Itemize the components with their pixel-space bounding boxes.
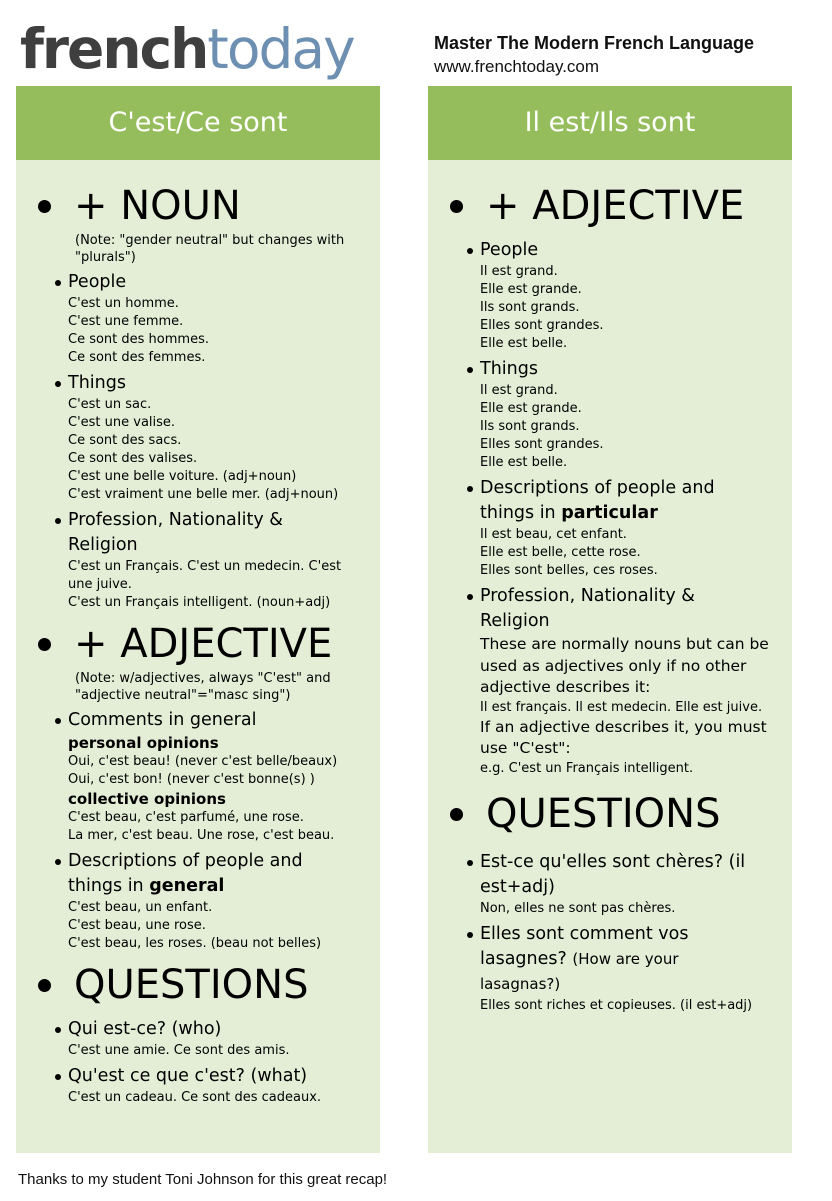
bullet-icon bbox=[38, 979, 51, 992]
example-line: C'est un Français. C'est un medecin. C'est une juive. bbox=[68, 559, 342, 592]
bullet-icon bbox=[467, 248, 473, 254]
profession-heading: Profession, Nationality & Religion bbox=[16, 508, 380, 558]
question-lasagnes: Elles sont comment vos lasagnes? (How are your lasagnas?) bbox=[428, 922, 792, 997]
example-line: C'est une belle voiture. (adj+noun) bbox=[68, 469, 297, 484]
example-line: Elles sont grandes. bbox=[480, 437, 604, 452]
question-who: Qui est-ce? (who) bbox=[16, 1017, 380, 1042]
example-line: C'est un Français intelligent. (noun+adj) bbox=[68, 595, 331, 610]
cest-column-title: C'est/Ce sont bbox=[16, 86, 380, 160]
bullet-icon bbox=[55, 518, 61, 524]
descriptions-general-heading: Descriptions of people and things in general bbox=[16, 849, 380, 899]
logo-today: today bbox=[207, 17, 354, 81]
descriptions-particular-heading: Descriptions of people and things in particular bbox=[428, 476, 792, 526]
example-line: Ce sont des valises. bbox=[68, 451, 198, 466]
website-url: www.frenchtoday.com bbox=[434, 57, 600, 76]
frenchtoday-logo bbox=[20, 14, 354, 84]
example-line: C'est un sac. bbox=[68, 397, 152, 412]
people-heading: People bbox=[16, 270, 380, 295]
il-est-column-title: Il est/Ils sont bbox=[428, 86, 792, 160]
bullet-icon bbox=[55, 381, 61, 387]
footer-credit: Thanks to my student Toni Johnson for this great recap! bbox=[18, 1171, 388, 1188]
things-heading: Things bbox=[16, 371, 380, 396]
example-line: C'est vraiment une belle mer. (adj+noun) bbox=[68, 487, 339, 502]
answer-line: C'est un cadeau. Ce sont des cadeaux. bbox=[68, 1090, 322, 1105]
noun-heading: + NOUN bbox=[16, 182, 380, 230]
example-line: Ils sont grands. bbox=[480, 419, 580, 434]
example-line: C'est beau, une rose. bbox=[68, 918, 206, 933]
profession-explanation: These are normally nouns but can be used as adjectives only if no other adjective describes it: bbox=[480, 635, 769, 696]
bullet-icon bbox=[450, 200, 463, 213]
things-heading: Things bbox=[428, 357, 792, 382]
question-cheres: Est-ce qu'elles sont chères? (il est+adj) bbox=[428, 850, 792, 900]
example-line: C'est une femme. bbox=[68, 314, 184, 329]
example-line: C'est beau, un enfant. bbox=[68, 900, 213, 915]
question-what: Qu'est ce que c'est? (what) bbox=[16, 1064, 380, 1089]
bullet-icon bbox=[55, 859, 61, 865]
il-est-column bbox=[428, 86, 792, 1153]
example-line: Ce sont des femmes. bbox=[68, 350, 206, 365]
bullet-icon bbox=[467, 860, 473, 866]
collective-opinions-label: collective opinions bbox=[68, 790, 226, 808]
bullet-icon bbox=[38, 638, 51, 651]
cest-column bbox=[16, 86, 380, 1153]
example-line: La mer, c'est beau. Une rose, c'est beau. bbox=[68, 828, 335, 843]
bullet-icon bbox=[38, 200, 51, 213]
answer-line: Elles sont riches et copieuses. (il est+adj) bbox=[480, 997, 753, 1013]
example-line: e.g. C'est un Français intelligent. bbox=[480, 760, 694, 776]
profession-explanation-2: If an adjective describes it, you must use "C'est": bbox=[480, 717, 767, 757]
bullet-icon bbox=[55, 1027, 61, 1033]
bullet-icon bbox=[450, 808, 463, 821]
bullet-icon bbox=[467, 932, 473, 938]
example-line: Elle est grande. bbox=[480, 401, 582, 416]
bullet-icon bbox=[55, 1074, 61, 1080]
example-line: Ils sont grands. bbox=[480, 300, 580, 315]
cest-column-body bbox=[16, 160, 380, 1107]
example-line: Ce sont des sacs. bbox=[68, 433, 182, 448]
answer-line: Non, elles ne sont pas chères. bbox=[480, 900, 676, 916]
people-heading: People bbox=[428, 238, 792, 263]
personal-opinions-label: personal opinions bbox=[68, 734, 219, 752]
example-line: Elle est grande. bbox=[480, 282, 582, 297]
example-line: C'est beau, les roses. (beau not belles) bbox=[68, 936, 322, 951]
adjective-note: (Note: w/adjectives, always "C'est" and "adjective neutral"="masc sing") bbox=[75, 671, 331, 703]
comments-heading: Comments in general bbox=[16, 708, 380, 733]
example-line: Il est français. Il est medecin. Elle est juive. bbox=[480, 699, 763, 715]
bullet-icon bbox=[467, 367, 473, 373]
example-line: C'est beau, c'est parfumé, une rose. bbox=[68, 810, 304, 825]
example-line: Il est beau, cet enfant. bbox=[480, 527, 627, 542]
il-est-column-body bbox=[428, 160, 792, 1015]
example-line: Il est grand. bbox=[480, 264, 558, 279]
example-line: Elle est belle. bbox=[480, 455, 568, 470]
noun-note: (Note: "gender neutral" but changes with "plurals") bbox=[75, 233, 345, 265]
questions-heading: QUESTIONS bbox=[16, 961, 380, 1009]
logo-french: french bbox=[20, 17, 208, 81]
bullet-icon bbox=[467, 486, 473, 492]
tagline: Master The Modern French Language bbox=[434, 33, 755, 53]
questions-heading: QUESTIONS bbox=[428, 790, 792, 838]
bullet-icon bbox=[467, 594, 473, 600]
example-line: Elle est belle. bbox=[480, 336, 568, 351]
adjective-heading: + ADJECTIVE bbox=[16, 620, 380, 668]
answer-line: C'est une amie. Ce sont des amis. bbox=[68, 1043, 290, 1058]
example-line: C'est une valise. bbox=[68, 415, 176, 430]
profession-heading: Profession, Nationality & Religion bbox=[428, 584, 792, 634]
example-line: Elle est belle, cette rose. bbox=[480, 545, 641, 560]
example-line: Ce sont des hommes. bbox=[68, 332, 209, 347]
example-line: Oui, c'est beau! (never c'est belle/beaux) bbox=[68, 754, 338, 769]
example-line: Elles sont belles, ces roses. bbox=[480, 563, 658, 578]
adjective-heading: + ADJECTIVE bbox=[428, 182, 792, 230]
bullet-icon bbox=[55, 280, 61, 286]
example-line: Oui, c'est bon! (never c'est bonne(s) ) bbox=[68, 772, 315, 787]
example-line: Il est grand. bbox=[480, 383, 558, 398]
example-line: Elles sont grandes. bbox=[480, 318, 604, 333]
example-line: C'est un homme. bbox=[68, 296, 179, 311]
bullet-icon bbox=[55, 718, 61, 724]
